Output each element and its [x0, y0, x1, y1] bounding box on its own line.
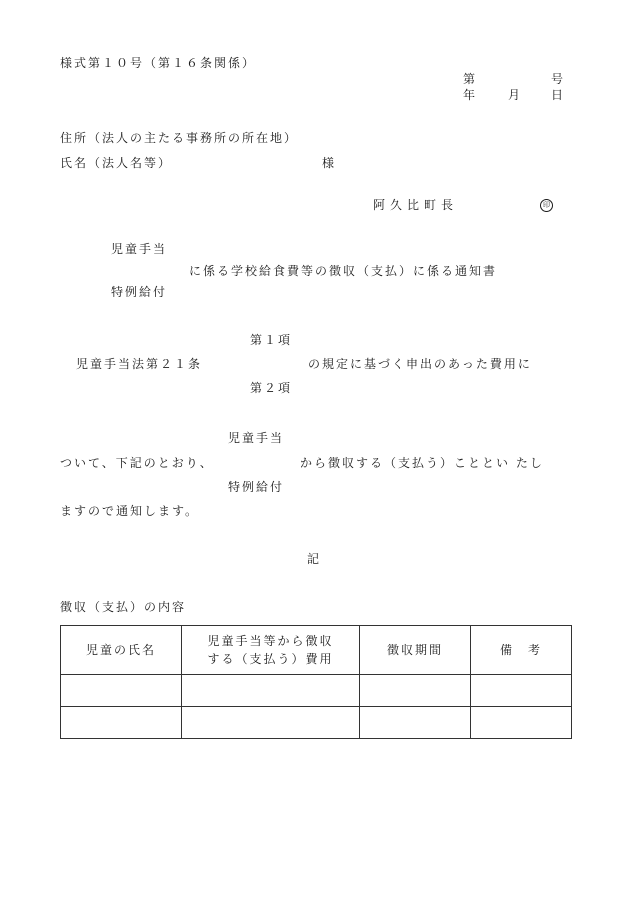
cell-fee	[182, 707, 360, 739]
header-remarks: 備 考	[471, 626, 572, 675]
header-fee	[182, 626, 360, 675]
body-line1-prefix: 児童手当法第２１条	[76, 357, 203, 371]
header-child-name: 児童の氏名	[61, 626, 182, 675]
body-line2-prefix: ついて、下記のとおり、	[60, 456, 214, 470]
table-header-row	[61, 626, 572, 675]
cell-remarks	[471, 707, 572, 739]
clause-option-2: 第２項	[250, 381, 293, 395]
cell-collection-period	[360, 707, 471, 739]
honorific: 様	[322, 156, 337, 170]
document-number-suffix: 号	[551, 72, 566, 86]
address-label: 住所（法人の主たる事務所の所在地）	[60, 131, 299, 145]
body-line1-suffix: の規定に基づく申出のあった費用に	[308, 357, 532, 371]
fee-table	[60, 625, 572, 739]
cell-child-name	[61, 675, 182, 707]
cell-remarks	[471, 675, 572, 707]
section-label: 徴収（支払）の内容	[60, 600, 187, 614]
title-option-special-benefit: 特例給付	[111, 285, 168, 299]
name-label: 氏名（法人名等）	[60, 156, 173, 170]
seal-mark: 印	[540, 199, 553, 212]
cell-collection-period	[360, 675, 471, 707]
form-number: 様式第１０号（第１６条関係）	[60, 56, 257, 70]
body-option-special-benefit: 特例給付	[228, 480, 285, 494]
body-line3: ますので通知します。	[60, 504, 200, 518]
table-row	[61, 675, 572, 707]
cell-fee	[182, 675, 360, 707]
cell-child-name	[61, 707, 182, 739]
issuer-name: 阿久比町長	[373, 198, 459, 212]
date-year: 年	[463, 88, 478, 102]
date-day: 日	[551, 88, 566, 102]
header-collection-period: 徴収期間	[360, 626, 471, 675]
ki-heading: 記	[307, 552, 322, 566]
body-option-child-allowance: 児童手当	[228, 431, 285, 445]
clause-option-1: 第１項	[250, 333, 293, 347]
document-number-prefix: 第	[463, 72, 478, 86]
header-fee-label: 児童手当等から徴収する（支払う）費用	[207, 634, 334, 666]
title-option-child-allowance: 児童手当	[111, 242, 168, 256]
date-month: 月	[508, 88, 523, 102]
table-row	[61, 707, 572, 739]
body-line2-suffix: から徴収する（支払う）こととい たし	[300, 456, 544, 470]
notice-title: に係る学校給食費等の徴収（支払）に係る通知書	[189, 264, 498, 278]
